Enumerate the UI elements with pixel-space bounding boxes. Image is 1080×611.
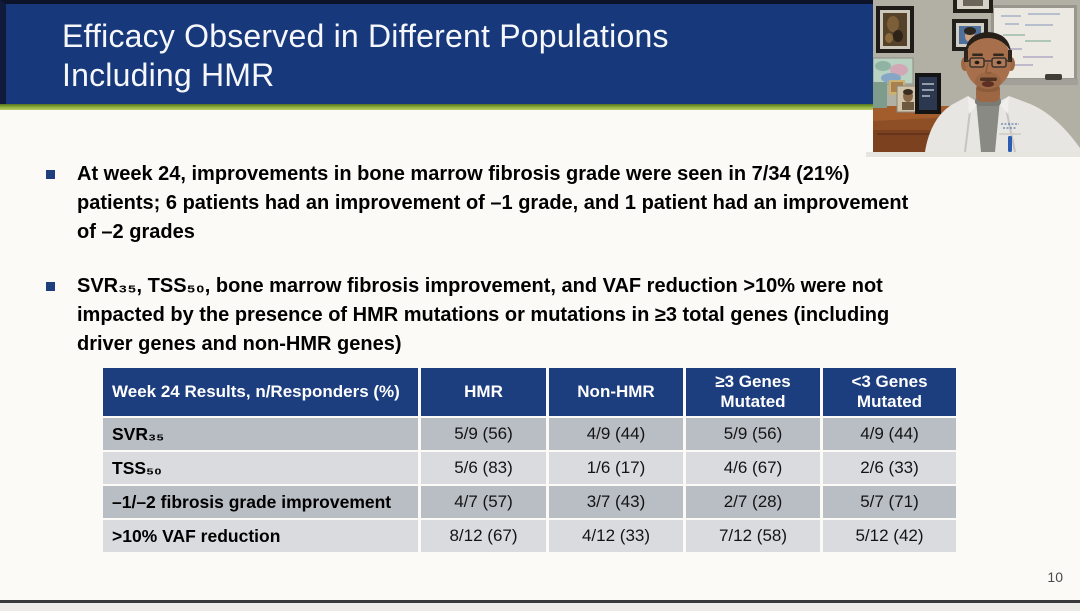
wall-art-frame	[876, 6, 914, 53]
title-underline	[0, 104, 873, 110]
table-header-row	[102, 367, 958, 417]
row-label: SVR₃₅	[102, 417, 420, 451]
column-header: <3 Genes Mutated	[822, 367, 958, 417]
cell-value: 4/12 (33)	[548, 519, 685, 553]
desk-certificate	[915, 73, 941, 114]
cell-value: 4/7 (57)	[420, 485, 548, 519]
slide-title-line1: Efficacy Observed in Different Populations	[62, 18, 669, 54]
table-row	[102, 485, 958, 519]
cell-value: 2/7 (28)	[685, 485, 822, 519]
webcam-overlay	[873, 0, 1080, 152]
cell-value: 5/7 (71)	[822, 485, 958, 519]
slide-title	[62, 17, 669, 95]
wall-frame-top	[953, 0, 993, 13]
cell-value: 1/6 (17)	[548, 451, 685, 485]
column-header: Non-HMR	[548, 367, 685, 417]
column-header: ≥3 Genes Mutated	[685, 367, 822, 417]
page-number: 10	[1047, 569, 1063, 585]
bullet-icon	[46, 282, 55, 291]
table-row	[102, 417, 958, 451]
cell-value: 8/12 (67)	[420, 519, 548, 553]
slide-title-line2: Including HMR	[62, 57, 275, 93]
bullet-item	[46, 272, 908, 359]
cell-value: 4/9 (44)	[548, 417, 685, 451]
cell-value: 2/6 (33)	[822, 451, 958, 485]
bullet-item	[46, 160, 908, 247]
cell-value: 7/12 (58)	[685, 519, 822, 553]
cell-value: 5/6 (83)	[420, 451, 548, 485]
row-label: >10% VAF reduction	[102, 519, 420, 553]
webcam-bottom-shadow	[866, 152, 1080, 157]
pen	[1008, 136, 1012, 152]
bullet-text: SVR₃₅, TSS₅₀, bone marrow fibrosis improvement, and VAF reduction >10% were not impacted by the presence of HMR mutations or mutations in ≥3 total genes (including driver genes and non-HMR genes)	[77, 275, 890, 355]
bullet-icon	[46, 170, 55, 179]
bullet-text: At week 24, improvements in bone marrow fibrosis grade were seen in 7/34 (21%) patients; 6 patients had an improvement of –1 grade, and 1 patient had an improvement of –2 grades	[77, 163, 909, 243]
cell-value: 5/12 (42)	[822, 519, 958, 553]
cell-value: 4/9 (44)	[822, 417, 958, 451]
cell-value: 5/9 (56)	[685, 417, 822, 451]
cell-value: 4/6 (67)	[685, 451, 822, 485]
cell-value: 5/9 (56)	[420, 417, 548, 451]
row-label: –1/–2 fibrosis grade improvement	[102, 485, 420, 519]
bullet-list	[46, 160, 908, 384]
column-header: HMR	[420, 367, 548, 417]
table-row	[102, 519, 958, 553]
column-header: Week 24 Results, n/Responders (%)	[102, 367, 420, 417]
results-table	[100, 366, 959, 554]
row-label: TSS₅₀	[102, 451, 420, 485]
cell-value: 3/7 (43)	[548, 485, 685, 519]
table-row	[102, 451, 958, 485]
frame-bottom-margin	[0, 603, 1080, 611]
